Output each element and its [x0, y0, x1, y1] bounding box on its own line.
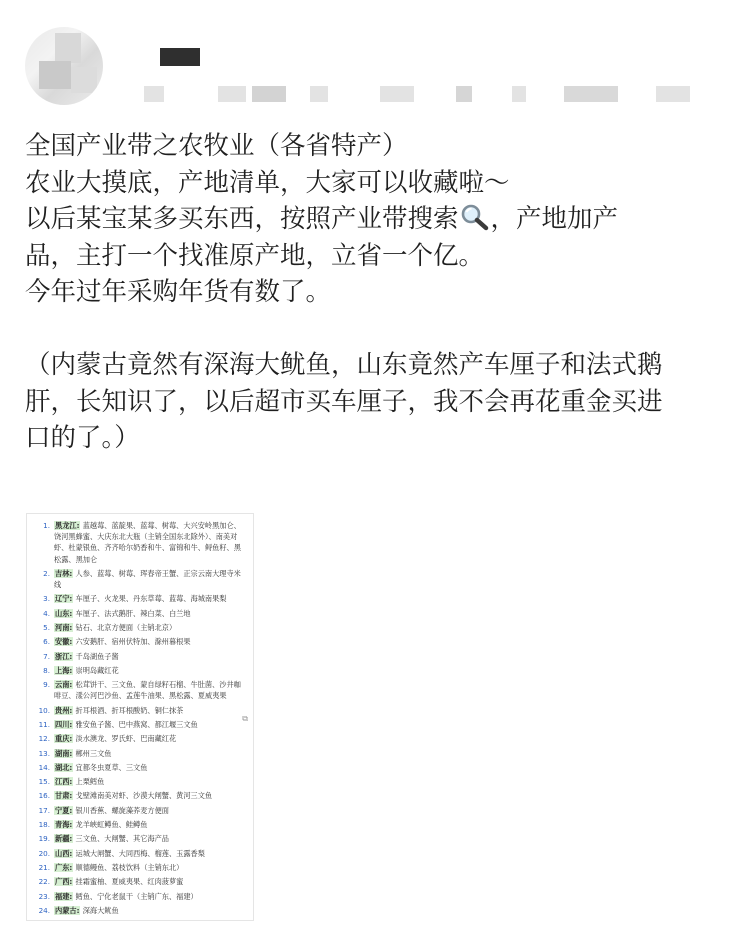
list-item [35, 679, 247, 701]
specialty-text: 运城大闸蟹、大同西梅、榴莲、玉露香梨 [73, 848, 205, 858]
province-label: 甘肃: [55, 791, 73, 801]
list-item-text [54, 848, 247, 859]
specialty-text: 车厘子、火龙果、丹东草莓、蓝莓、海城南果梨 [73, 594, 227, 604]
list-item [35, 705, 247, 716]
province-label: 湖北: [55, 762, 73, 772]
list-item-text [54, 622, 247, 633]
list-item [35, 733, 247, 744]
avatar-pixel-block [55, 33, 81, 63]
specialty-text: 龙羊峡虹鳟鱼、鲑鳟鱼 [73, 820, 148, 830]
province-label: 贵州: [55, 705, 73, 715]
list-item-number: 4. [43, 608, 50, 618]
list-item-number: 15. [38, 777, 50, 787]
list-item-text [54, 776, 247, 787]
province-label: 重庆: [55, 734, 73, 744]
specialty-text: 六安鹅肝、宿州伏特加、滁州暮根果 [73, 637, 191, 647]
province-label: 黑龙江: [55, 521, 80, 530]
list-item-text [54, 819, 247, 830]
list-item-number: 9. [43, 680, 50, 690]
province-label: 辽宁: [55, 594, 73, 604]
specialty-text: 钻石、北京方便面（主销北京） [73, 623, 177, 632]
list-item-text [54, 520, 247, 565]
list-item-number: 3. [43, 594, 50, 604]
list-item-number: 7. [43, 651, 50, 661]
list-item [35, 833, 247, 844]
list-item-text [54, 876, 247, 887]
specialty-text: 银川香蕉、螺旋藻荞麦方便面 [73, 805, 169, 815]
list-item [35, 520, 247, 565]
province-label: 四川: [55, 719, 73, 729]
list-item [35, 719, 247, 730]
province-specialty-list [27, 514, 253, 916]
province-label: 宁夏: [55, 805, 73, 815]
list-item [35, 862, 247, 873]
specialty-text: 折耳根酒、折耳根酸奶、铜仁抹茶 [73, 705, 184, 715]
list-item [35, 876, 247, 887]
list-item-text [54, 805, 247, 816]
province-label: 江西: [55, 777, 73, 787]
list-item [35, 593, 247, 604]
list-item-number: 8. [43, 665, 50, 675]
list-item [35, 848, 247, 859]
list-item-text [54, 905, 247, 916]
specialty-text: 鳕鱼、宁化老鼠干（主销广东、福建） [73, 891, 198, 901]
specialty-text: 三文鱼、大闸蟹、其它海产品 [73, 834, 169, 844]
list-item-number: 5. [43, 623, 50, 632]
specialty-text: 深海大鱿鱼 [80, 905, 119, 915]
province-label: 湖南: [55, 748, 73, 758]
list-item-text [54, 790, 247, 801]
post-text [25, 128, 740, 457]
avatar[interactable] [25, 27, 103, 105]
province-label: 山东: [55, 608, 73, 618]
specialty-text: 松茸饼干、三文鱼、蒙自绿籽石榴、牛肚菌、沙井咖啡豆、漾公河巴沙鱼、孟莲牛油果、黑松露、夏威夷果 [54, 680, 241, 701]
list-item-text [54, 651, 247, 662]
list-item-text [54, 705, 247, 716]
list-item-text [54, 862, 247, 873]
list-item-text [54, 665, 247, 676]
province-label: 青海: [55, 820, 73, 830]
list-item [35, 819, 247, 830]
list-item [35, 622, 247, 633]
province-label: 山西: [55, 848, 73, 858]
list-item [35, 608, 247, 619]
list-item-number: 20. [38, 848, 50, 858]
specialty-text: 挂霜蜜柚、夏威夷果、红肉菠萝蜜 [73, 877, 184, 887]
magnifier-emoji-icon [459, 203, 491, 231]
list-item-text [54, 833, 247, 844]
province-label: 吉林: [55, 568, 73, 578]
list-item-text [54, 679, 247, 701]
list-item-number: 21. [38, 862, 50, 872]
list-item [35, 776, 247, 787]
province-label: 新疆: [55, 834, 73, 844]
specialty-text: 车厘子、法式鹅肝、辣白菜、白兰地 [73, 608, 191, 618]
list-item-number: 14. [38, 762, 50, 772]
list-item-number: 24. [38, 905, 50, 915]
list-item-number: 12. [38, 734, 50, 744]
province-label: 广西: [55, 877, 73, 887]
list-item [35, 651, 247, 662]
expand-icon: ⧉ [242, 714, 248, 723]
list-item [35, 748, 247, 759]
list-item-text [54, 762, 247, 773]
province-label: 福建: [55, 891, 73, 901]
list-item-number: 23. [38, 891, 50, 901]
avatar-pixel-block [39, 61, 71, 89]
post-text-part-2: ，产地加产 品，主打一个找准原产地，立省一个亿。 今年过年采购年货有数了。 （内蒙古竟然有深海大鱿鱼，山东竟然产车厘子和法式鹅 肝，长知识了，以后超市买车厘子，我不会再花重金买进 口的了。） [25, 204, 663, 453]
list-item-number: 18. [38, 820, 50, 830]
specialty-text: 顺德鳗鱼、荔枝饮料（主销东北） [73, 862, 184, 872]
list-item-text [54, 636, 247, 647]
list-item [35, 568, 247, 590]
specialty-text: 人参、蓝莓、树莓、珲春帝王蟹、正宗云南大理寺米线 [54, 568, 241, 590]
province-label: 云南: [55, 680, 73, 690]
list-item [35, 636, 247, 647]
list-item [35, 905, 247, 916]
avatar-pixel-block [71, 67, 97, 93]
specialty-text: 戈壁滩南美对虾、沙漠大闸蟹、黄河三文鱼 [73, 791, 213, 801]
list-item-number: 16. [38, 791, 50, 801]
list-item-number: 1. [43, 521, 50, 530]
list-item-number: 6. [43, 637, 50, 647]
province-label: 上海: [55, 665, 73, 675]
list-item [35, 762, 247, 773]
list-item [35, 790, 247, 801]
list-item-text [54, 748, 247, 759]
province-label: 河南: [55, 623, 73, 632]
specialty-text: 宜都冬虫夏草、三文鱼 [73, 762, 148, 772]
province-label: 安徽: [55, 637, 73, 647]
username-redacted[interactable] [160, 48, 200, 66]
province-label: 内蒙古: [55, 905, 80, 915]
list-item [35, 805, 247, 816]
specialty-text: 淡水澳龙、罗氏虾、巴南藏红花 [73, 734, 177, 744]
list-item-number: 13. [38, 748, 50, 758]
specialty-text: 郴州三文鱼 [73, 748, 112, 758]
list-item-text [54, 719, 247, 730]
specialty-text: 雅安鱼子酱、巴中燕窝、都江堰三文鱼 [73, 719, 198, 729]
specialty-text: 崇明岛藏红花 [73, 665, 119, 675]
province-label: 广东: [55, 862, 73, 872]
attached-image[interactable] [26, 513, 254, 921]
list-item-text [54, 593, 247, 604]
specialty-text: 千岛湖鱼子酱 [73, 651, 119, 661]
list-item-text [54, 733, 247, 744]
list-item-number: 10. [38, 705, 50, 715]
list-item [35, 891, 247, 902]
specialty-text: 上栗鳕鱼 [73, 777, 105, 787]
post-text-part-1: 全国产业带之农牧业（各省特产） 农业大摸底，产地清单，大家可以收藏啦～ 以后某宝某多买东西，按照产业带搜索 [25, 131, 510, 234]
specialty-text: 蓝越莓、蓝靛果、蓝莓、树莓、大兴安岭黑加仑、饶河黑蜂蜜、大庆东北大瓶（主销全国东北除外）、南美对虾、杜蒙银鱼、齐齐哈尔奶香和牛、富锦和牛、鲟鱼籽、黑松露、黑加仑 [54, 521, 241, 564]
list-item [35, 665, 247, 676]
list-item-text [54, 891, 247, 902]
list-item-number: 22. [38, 877, 50, 887]
list-item-number: 17. [38, 805, 50, 815]
province-label: 浙江: [55, 651, 73, 661]
list-item-text [54, 608, 247, 619]
post-header [0, 0, 754, 120]
list-item-number: 11. [38, 719, 50, 729]
list-item-number: 2. [43, 568, 50, 578]
list-item-number: 19. [38, 834, 50, 844]
list-item-text [54, 568, 247, 590]
